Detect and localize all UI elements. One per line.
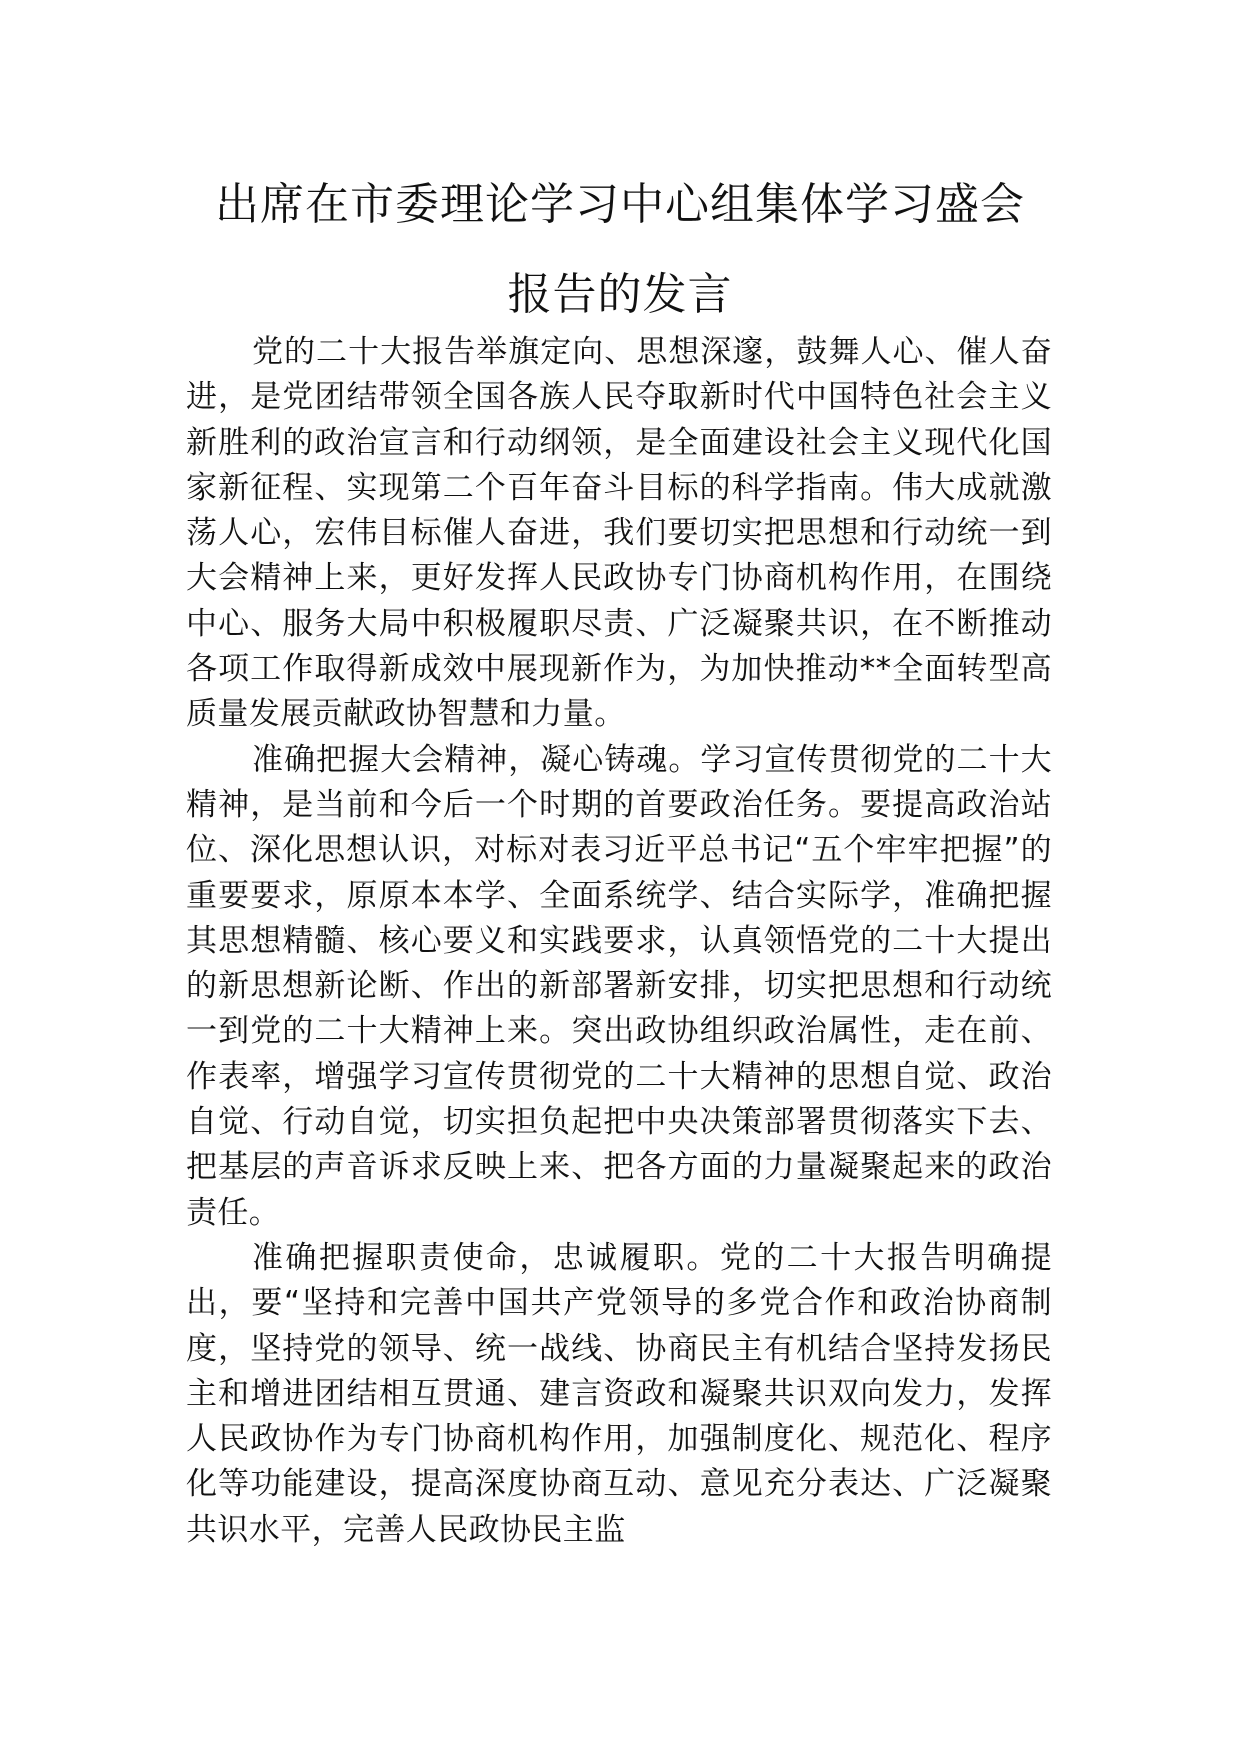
- paragraph: 准确把握大会精神，凝心铸魂。学习宣传贯彻党的二十大精神，是当前和今后一个时期的首要政治任务。要提高政治站位、深化思想认识，对标对表习近平总书记“五个牢牢把握”的重要要求，原原本本学、全面系统学、结合实际学，准确把握其思想精髓、核心要义和实践要求，认真领悟党的二十大提出的新思想新论断、作出的新部署新安排，切实把思想和行动统一到党的二十大精神上来。突出政协组织政治属性，走在前、作表率，增强学习宣传贯彻党的二十大精神的思想自觉、政治自觉、行动自觉，切实担负起把中央决策部署贯彻落实下去、把基层的声音诉求反映上来、把各方面的力量凝聚起来的政治责任。: [186, 741, 1052, 1231]
- title-line-1: 出席在市委理论学习中心组集体学习盛会: [215, 179, 1025, 230]
- paragraph: 准确把握职责使命，忠诚履职。党的二十大报告明确提出，要“坚持和完善中国共产党领导的多党合作和政治协商制度，坚持党的领导、统一战线、协商民主有机结合坚持发扬民主和增进团结相互贯通、建言资政和凝聚共识双向发力，发挥人民政协作为专门协商机构作用，加强制度化、规范化、程序化等功能建设，提高深度协商互动、意见充分表达、广泛凝聚共识水平，完善人民政协民主监: [186, 1239, 1052, 1548]
- document-body: [186, 330, 1052, 1553]
- paragraph: 党的二十大报告举旗定向、思想深邃，鼓舞人心、催人奋进，是党团结带领全国各族人民夺取新时代中国特色社会主义新胜利的政治宣言和行动纲领，是全面建设社会主义现代化国家新征程、实现第二个百年奋斗目标的科学指南。伟大成就激荡人心，宏伟目标催人奋进，我们要切实把思想和行动统一到大会精神上来，更好发挥人民政协专门协商机构作用，在围绕中心、服务大局中积极履职尽责、广泛凝聚共识，在不断推动各项工作取得新成效中展现新作为，为加快推动**全面转型高质量发展贡献政协智慧和力量。: [186, 334, 1052, 733]
- document-title: [160, 160, 1080, 340]
- title-line-2: 报告的发言: [507, 269, 733, 320]
